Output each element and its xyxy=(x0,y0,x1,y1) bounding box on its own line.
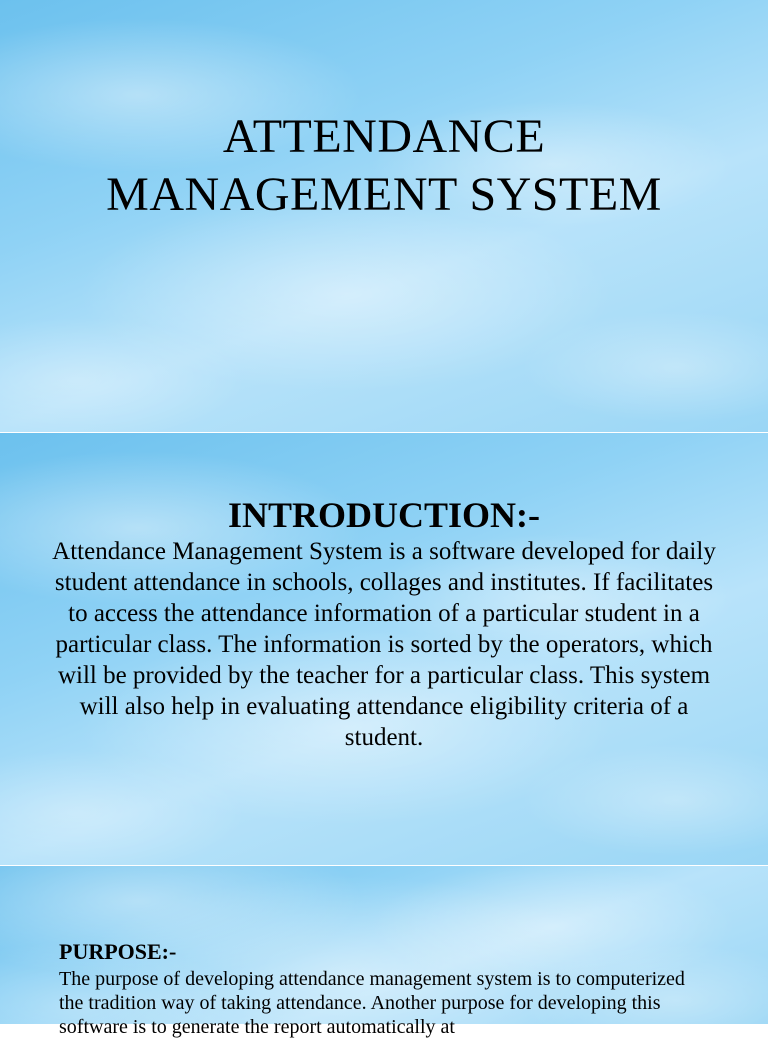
introduction-body: Attendance Management System is a software developed for daily student attendance in schools, collages and institutes. If facilitates to access the attendance information of a particular student in a particular class. The information is sorted by the operators, which will be provided by the teacher for a particular class. This system will also help in evaluating attendance eligibility criteria of a student. xyxy=(52,538,716,751)
title-line-1: ATTENDANCE xyxy=(222,110,546,163)
title-slide xyxy=(0,0,768,432)
introduction-slide xyxy=(0,433,768,865)
title-line-2: MANAGEMENT SYSTEM xyxy=(106,168,662,221)
slide-title xyxy=(0,108,768,224)
purpose-slide xyxy=(0,866,768,1038)
introduction-heading: INTRODUCTION:- xyxy=(227,495,540,535)
purpose-heading: PURPOSE:- xyxy=(59,939,177,964)
purpose-body: The purpose of developing attendance management system is to computerized the tradition way of taking attendance. Another purpose for developing this software is to generate the report automatically at xyxy=(59,968,685,1038)
